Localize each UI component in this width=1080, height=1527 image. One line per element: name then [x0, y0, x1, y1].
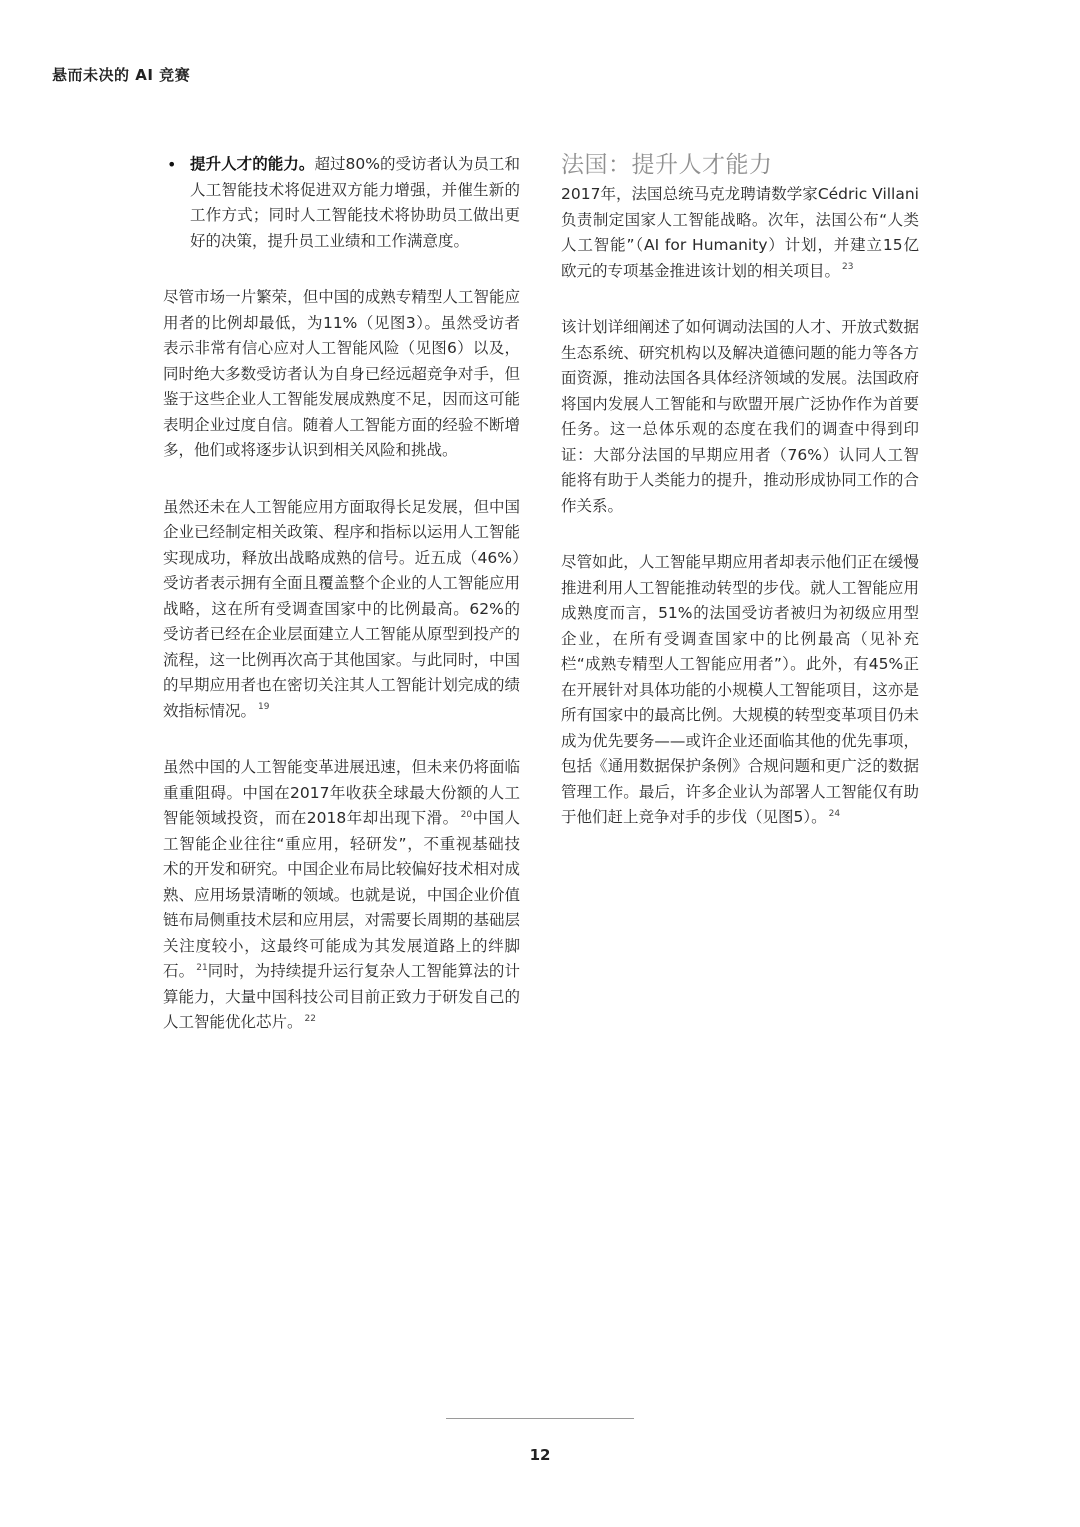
paragraph-text: 中国人工智能企业往往“重应用，轻研发”，不重视基础技术的开发和研究。中国企业布局比较偏好技术相对成熟、应用场景清晰的领域。也就是说，中国企业价值链布局侧重技术层和应用层，对需要长周期的基础层关注度较小，这最终可能成为其发展道路上的绊脚石。 — [163, 809, 520, 980]
paragraph-france-plan — [561, 315, 919, 519]
paragraph-text: 虽然还未在人工智能应用方面取得长足发展，但中国企业已经制定相关政策、程序和指标以运用人工智能实现成功，释放出战略成熟的信号。近五成（46%）受访者表示拥有全面且覆盖整个企业的人工智能应用战略，这在所有受调查国家中的比例最高。62%的受访者已经在企业层面建立人工智能从原型到投产的流程，这一比例再次高于其他国家。与此同时，中国的早期应用者也在密切关注其人工智能计划完成的绩效指标情况。 — [163, 497, 520, 720]
footer-divider — [446, 1418, 634, 1419]
paragraph-text: 同时，为持续提升运行复杂人工智能算法的计算能力，大量中国科技公司目前正致力于研发自己的人工智能优化芯片。 — [163, 962, 520, 1031]
paragraph-china-maturity — [163, 285, 520, 464]
paragraph-text: 尽管市场一片繁荣，但中国的成熟专精型人工智能应用者的比例却最低，为11%（见图3）。虽然受访者表示非常有信心应对人工智能风险（见图6）以及，同时绝大多数受访者认为自身已经远超竞争对手，但鉴于这些企业人工智能发展成熟度不足，因而这可能表明企业过度自信。随着人工智能方面的经验不断增多，他们或将逐步认识到相关风险和挑战。 — [163, 288, 520, 459]
bullet-text: 超过80%的受访者认为员工和人工智能技术将促进双方能力增强，并催生新的工作方式；同时人工智能技术将协助员工做出更好的决策，提升员工业绩和工作满意度。 — [190, 155, 520, 250]
right-column — [561, 152, 919, 862]
section-heading-france: 法国：提升人才能力 — [561, 152, 773, 178]
left-column — [163, 152, 520, 1067]
footnote-ref: 20 — [460, 809, 473, 820]
bullet-icon: • — [167, 155, 177, 174]
bullet-item-talent — [163, 152, 520, 254]
footnote-ref: 19 — [258, 702, 270, 713]
bullet-lead: 提升人才的能力。 — [190, 155, 315, 173]
footnote-ref: 23 — [842, 262, 854, 273]
paragraph-text: 2017年，法国总统马克龙聘请数学家Cédric Villani负责制定国家人工智能战略。次年，法国公布“人类人工智能”（AI for Humanity）计划，并建立15亿欧元的专项基金推进该计划的相关项目。 — [561, 185, 919, 280]
running-header-title: 悬而未决的 AI 竞赛 — [52, 66, 191, 84]
page-number: 12 — [529, 1446, 551, 1464]
paragraph-france-adoption — [561, 550, 919, 831]
paragraph-china-obstacles — [163, 755, 520, 1036]
paragraph-text: 尽管如此，人工智能早期应用者却表示他们正在缓慢推进利用人工智能推动转型的步伐。就人工智能应用成熟度而言，51%的法国受访者被归为初级应用型企业，在所有受调查国家中的比例最高（见补充栏“成熟专精型人工智能应用者”）。此外，有45%正在开展针对具体功能的小规模人工智能项目，这亦是所有国家中的最高比例。大规模的转型变革项目仍未成为优先要务——或许企业还面临其他的优先事项，包括《通用数据保护条例》合规问题和更广泛的数据管理工作。最后，许多企业认为部署人工智能仅有助于他们赶上竞争对手的步伐（见图5）。 — [561, 553, 919, 826]
footnote-ref: 24 — [828, 808, 841, 819]
paragraph-text: 虽然中国的人工智能变革进展迅速，但未来仍将面临重重阻碍。中国在2017年收获全球最大份额的人工智能领域投资，而在2018年却出现下滑。 — [163, 758, 520, 827]
footnote-ref: 21 — [196, 962, 208, 973]
paragraph-text: 该计划详细阐述了如何调动法国的人才、开放式数据生态系统、研究机构以及解决道德问题的能力等各方面资源，推动法国各具体经济领域的发展。法国政府将国内发展人工智能和与欧盟开展广泛协作作为首要任务。这一总体乐观的态度在我们的调查中得到印证：大部分法国的早期应用者（76%）认同人工智能将有助于人类能力的提升，推动形成协同工作的合作关系。 — [561, 318, 919, 515]
paragraph-france-strategy — [561, 182, 919, 284]
footnote-ref: 22 — [304, 1013, 316, 1024]
paragraph-china-strategy — [163, 495, 520, 725]
